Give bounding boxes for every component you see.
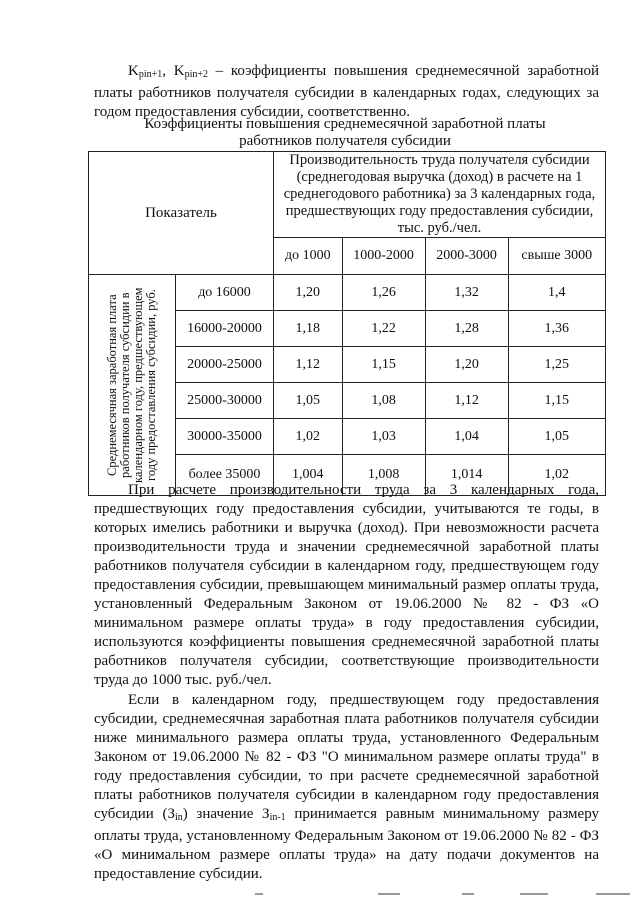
salary-range: 30000-35000 <box>176 419 274 455</box>
coef-cell: 1,008 <box>342 455 425 496</box>
coef-cell: 1,04 <box>425 419 508 455</box>
intro-body: – коэффициенты повышения среднемесячной заработной платы работников получателя субсидии в календарных годах, следующих за годом предоставления субсидии, соответственно. <box>94 63 600 120</box>
range-header: 1000-2000 <box>342 238 425 275</box>
table-title: Коэффициенты повышения среднемесячной заработной платы работников получателя субсидии <box>144 116 546 149</box>
coef-cell: 1,014 <box>425 455 508 496</box>
salary-range: 16000-20000 <box>176 311 274 347</box>
scan-mark <box>520 893 548 895</box>
scan-mark <box>462 893 474 895</box>
coef-cell: 1,05 <box>274 383 343 419</box>
coef-cell: 1,32 <box>425 275 508 311</box>
range-header: свыше 3000 <box>508 238 605 275</box>
scan-mark <box>255 893 263 895</box>
k1-subscript: pin+1 <box>138 69 163 80</box>
p2-part2: ) значение З <box>182 806 270 822</box>
salary-range: 25000-30000 <box>176 383 274 419</box>
coef-cell: 1,4 <box>508 275 605 311</box>
coef-cell: 1,36 <box>508 311 605 347</box>
coef-cell: 1,02 <box>508 455 605 496</box>
p2-part1: Если в календарном году, предшествующем году предоставления субсидии, среднемесячная заработная плата работников получателя субсидии ниже минимального размера оплаты труда, установленного Федеральным Законом от 19.06.2000 № 82 - ФЗ "О минимальном размере оплаты труда" в году предоставления субсидии, то при расчете среднемесячной заработной платы работников получателя субсидии в календарном году предоставления субсидии (З <box>94 692 599 822</box>
salary-header-cell <box>89 275 176 496</box>
p2-subscript-in: in <box>174 812 183 823</box>
coef-cell: 1,05 <box>508 419 605 455</box>
salary-range: 20000-25000 <box>176 347 274 383</box>
coef-cell: 1,15 <box>508 383 605 419</box>
body-text <box>94 481 599 884</box>
coef-cell: 1,28 <box>425 311 508 347</box>
coefficient-table <box>88 151 606 496</box>
scan-mark <box>378 893 400 895</box>
scan-artifacts <box>0 890 640 900</box>
k1-symbol: K <box>128 63 139 79</box>
range-header: 2000-3000 <box>425 238 508 275</box>
salary-range: более 35000 <box>176 455 274 496</box>
p2-part3: принимается равным минимальному размеру оплаты труда, установленному Федеральным Законом от 19.06.2000 № 82 - ФЗ «О минимальном размере оплаты труда» на дату подачи документов на предоставление субсидии. <box>94 806 599 882</box>
salary-header: Среднемесячная заработная плата работников получателя субсидии в календарном году, предшествующем году предоставления субсидии, руб. <box>105 287 158 483</box>
coef-cell: 1,12 <box>425 383 508 419</box>
coef-cell: 1,15 <box>342 347 425 383</box>
coef-cell: 1,02 <box>274 419 343 455</box>
coef-cell: 1,004 <box>274 455 343 496</box>
coef-cell: 1,03 <box>342 419 425 455</box>
paragraph-productivity: При расчете производительности труда за 3 календарных года, предшествующих году предоставления субсидии, учитываются те годы, в которых имелись работники и выручка (доход). При невозможности расчета производительности труда и значении среднемесячной заработной платы работников получателя субсидии в календарном году, предшествующем году предоставления субсидии, превышающем минимальный размер оплаты труда, установленный Федеральным Законом от 19.06.2000 № 82 - ФЗ «О минимальном размере оплаты труда» в году предоставления субсидии, используются коэффициенты повышения среднемесячной заработной платы работников получателя субсидии, соответствующие производительности труда до 1000 тыс. руб./чел. <box>94 482 599 688</box>
coef-cell: 1,25 <box>508 347 605 383</box>
p2-subscript-in-1: in-1 <box>269 812 286 823</box>
k-separator: , <box>162 63 174 79</box>
k2-subscript: pin+2 <box>184 69 208 80</box>
productivity-header: Производительность труда получателя субсидии (среднегодовая выручка (доход) в расчете на 1 среднегодового работника) за 3 календарных года, предшествующих году предоставления субсидии, тыс. руб./чел. <box>274 152 606 238</box>
paragraph-minimum-wage <box>94 691 599 884</box>
intro-paragraph <box>94 62 599 122</box>
range-header: до 1000 <box>274 238 343 275</box>
salary-range: до 16000 <box>176 275 274 311</box>
coef-cell: 1,18 <box>274 311 343 347</box>
k2-symbol: K <box>173 63 185 79</box>
indicator-header: Показатель <box>89 152 274 275</box>
coef-cell: 1,08 <box>342 383 425 419</box>
coef-cell: 1,26 <box>342 275 425 311</box>
intro-text <box>94 62 599 122</box>
coef-cell: 1,12 <box>274 347 343 383</box>
coef-cell: 1,22 <box>342 311 425 347</box>
coef-cell: 1,20 <box>425 347 508 383</box>
coef-cell: 1,20 <box>274 275 343 311</box>
scan-mark <box>596 893 630 895</box>
